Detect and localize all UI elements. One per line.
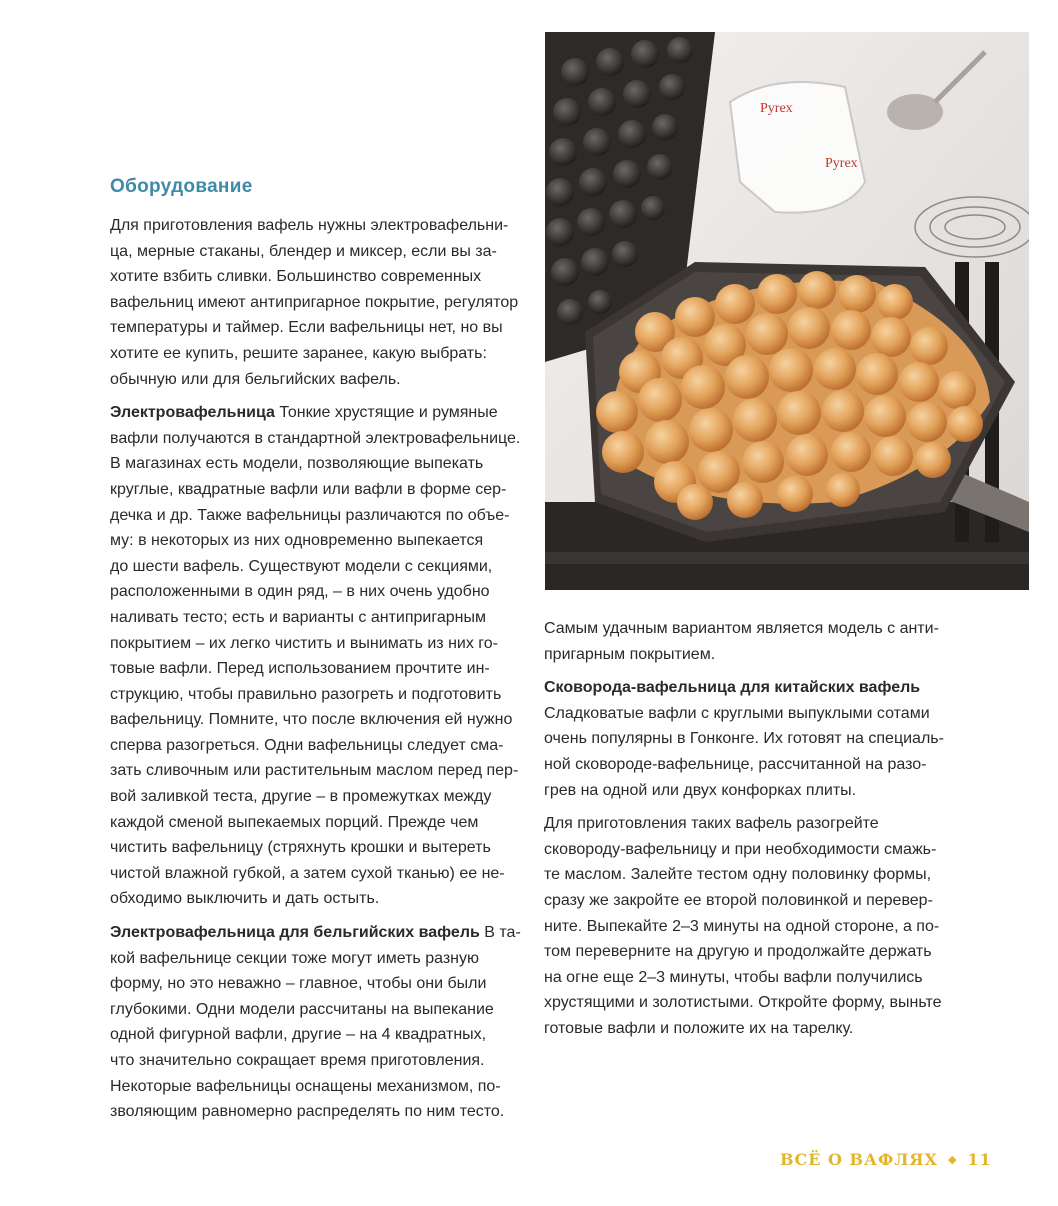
text-line: обычную или для бельгийских вафель. [110,370,401,388]
text-line: что значительно сокращает время приготовления. [110,1052,485,1069]
text-line: глубокими. Одни модели рассчитаны на выпекание [110,1000,494,1018]
pan-title: Сковорода-вафельница для китайских вафель [544,679,921,697]
text-line: чистой влажной губкой, а затем сухой тканью) ее не- [110,864,505,882]
text-line: температуры и таймер. Если вафельницы нет, но вы [110,319,503,337]
text-line: покрытием – их легко чистить и вынимать из них го- [110,634,498,652]
text-line: Для приготовления вафель нужны электровафельни- [110,217,509,234]
text-line [110,920,521,946]
photo-illustration [545,32,1029,590]
text-line: готовые вафли и положите их на тарелку. [544,1019,854,1037]
page-number: 11 [967,1150,992,1169]
text-line: В магазинах есть модели, позволяющие выпекать [110,455,484,473]
text-line: хотите взбить сливки. Большинство современных [110,268,482,286]
text-line: вафельниц имеют антипригарное покрытие, регулятор [110,293,519,311]
text-line: му: в некоторых из них одновременно выпекается [110,532,484,550]
text-line: хрустящими и золотистыми. Откройте форму, выньте [544,994,942,1012]
text-line: наливать тесто; есть и варианты с антипригарным [110,608,486,626]
belgian-first-line: В та- [479,924,521,942]
text-line: том переверните на другую и продолжайте держать [544,943,932,961]
pan-paragraph [544,675,944,803]
text-line: Самым удачным вариантом является модель с анти- [544,620,939,637]
text-line: кой вафельнице секции тоже могут иметь разную [110,949,479,967]
section-heading: Оборудование [110,176,253,197]
text-line: товые вафли. Перед использованием прочтите ин- [110,660,490,678]
text-line: ной сковороде-вафельнице, рассчитанной на разо- [544,755,927,773]
intro-paragraph [110,213,519,392]
text-line: круглые, квадратные вафли или вафли в форме сер- [110,480,507,498]
text-line: сразу же закройте ее второй половинкой и перевер- [544,891,933,909]
text-line: грев на одной или двух конфорках плиты. [544,781,857,799]
text-line: одной фигурной вафли, другие – на 4 квадратных, [110,1026,487,1044]
text-line: чистить вафельницу (стряхнуть крошки и вытереть [110,839,491,857]
text-line: Некоторые вафельницы оснащены механизмом, по- [110,1077,501,1095]
text-line [110,400,510,426]
electro-first-line: Тонкие хрустящие и румяные [274,404,498,422]
text-line: пригарным покрытием. [544,645,716,663]
belgian-paragraph [110,920,521,1125]
text-line: зволяющим равномерно распределять по ним тесто. [110,1103,505,1121]
left-column [110,173,521,1133]
text-line: расположенными в один ряд, – в них очень удобно [110,583,490,601]
text-line: на огне еще 2–3 минуты, чтобы вафли получились [544,968,923,986]
electro-title: Электровафельница [110,404,275,422]
text-line: ните. Выпекайте 2–3 минуты на одной стороне, а по- [544,917,940,935]
text-line: вой заливкой теста, другие – в промежутках между [110,788,492,806]
text-line: до шести вафель. Существуют модели с секциями, [110,557,493,575]
text-line: обходимо выключить и дать остыть. [110,890,380,908]
text-line: вафли получаются в стандартной электровафельнице. [110,429,521,447]
belgian-title: Электровафельница для бельгийских вафель [110,924,480,942]
text-line: Для приготовления таких вафель разогрейте [544,815,879,833]
continuation-paragraph [544,616,944,667]
text-line: дечка и др. Также вафельницы различаются по объе- [110,506,510,524]
text-line: зать сливочным или растительным маслом перед пер- [110,762,519,780]
text-line: сковороду-вафельницу и при необходимости смажь- [544,840,937,858]
page-footer [780,1150,992,1174]
svg-text:Pyrex: Pyrex [760,101,793,116]
text-line: хотите ее купить, решите заранее, какую выбрать: [110,344,487,362]
method-paragraph [544,811,944,1041]
electro-paragraph [110,400,521,912]
text-line: вафельницу. Помните, что после включения ей нужно [110,711,513,729]
right-column [544,616,944,1050]
text-line: очень популярны в Гонконге. Их готовят на специаль- [544,730,944,748]
text-line: ца, мерные стаканы, блендер и миксер, если вы за- [110,242,497,260]
waffle-pan-photo [545,32,1029,590]
text-line: струкцию, чтобы правильно разогреть и подготовить [110,685,502,703]
text-line: каждой сменой выпекаемых порций. Прежде чем [110,813,479,831]
text-line: сперва разогреться. Одни вафельницы следует сма- [110,736,504,754]
svg-text:Pyrex: Pyrex [825,156,858,171]
separator-icon: ◆ [947,1153,958,1166]
text-line: Сладковатые вафли с круглыми выпуклыми сотами [544,704,930,722]
text-line: те маслом. Залейте тестом одну половинку формы, [544,866,932,884]
text-line: форму, но это неважно – главное, чтобы они были [110,975,487,993]
running-title: ВСЁ О ВАФЛЯХ [780,1150,938,1169]
